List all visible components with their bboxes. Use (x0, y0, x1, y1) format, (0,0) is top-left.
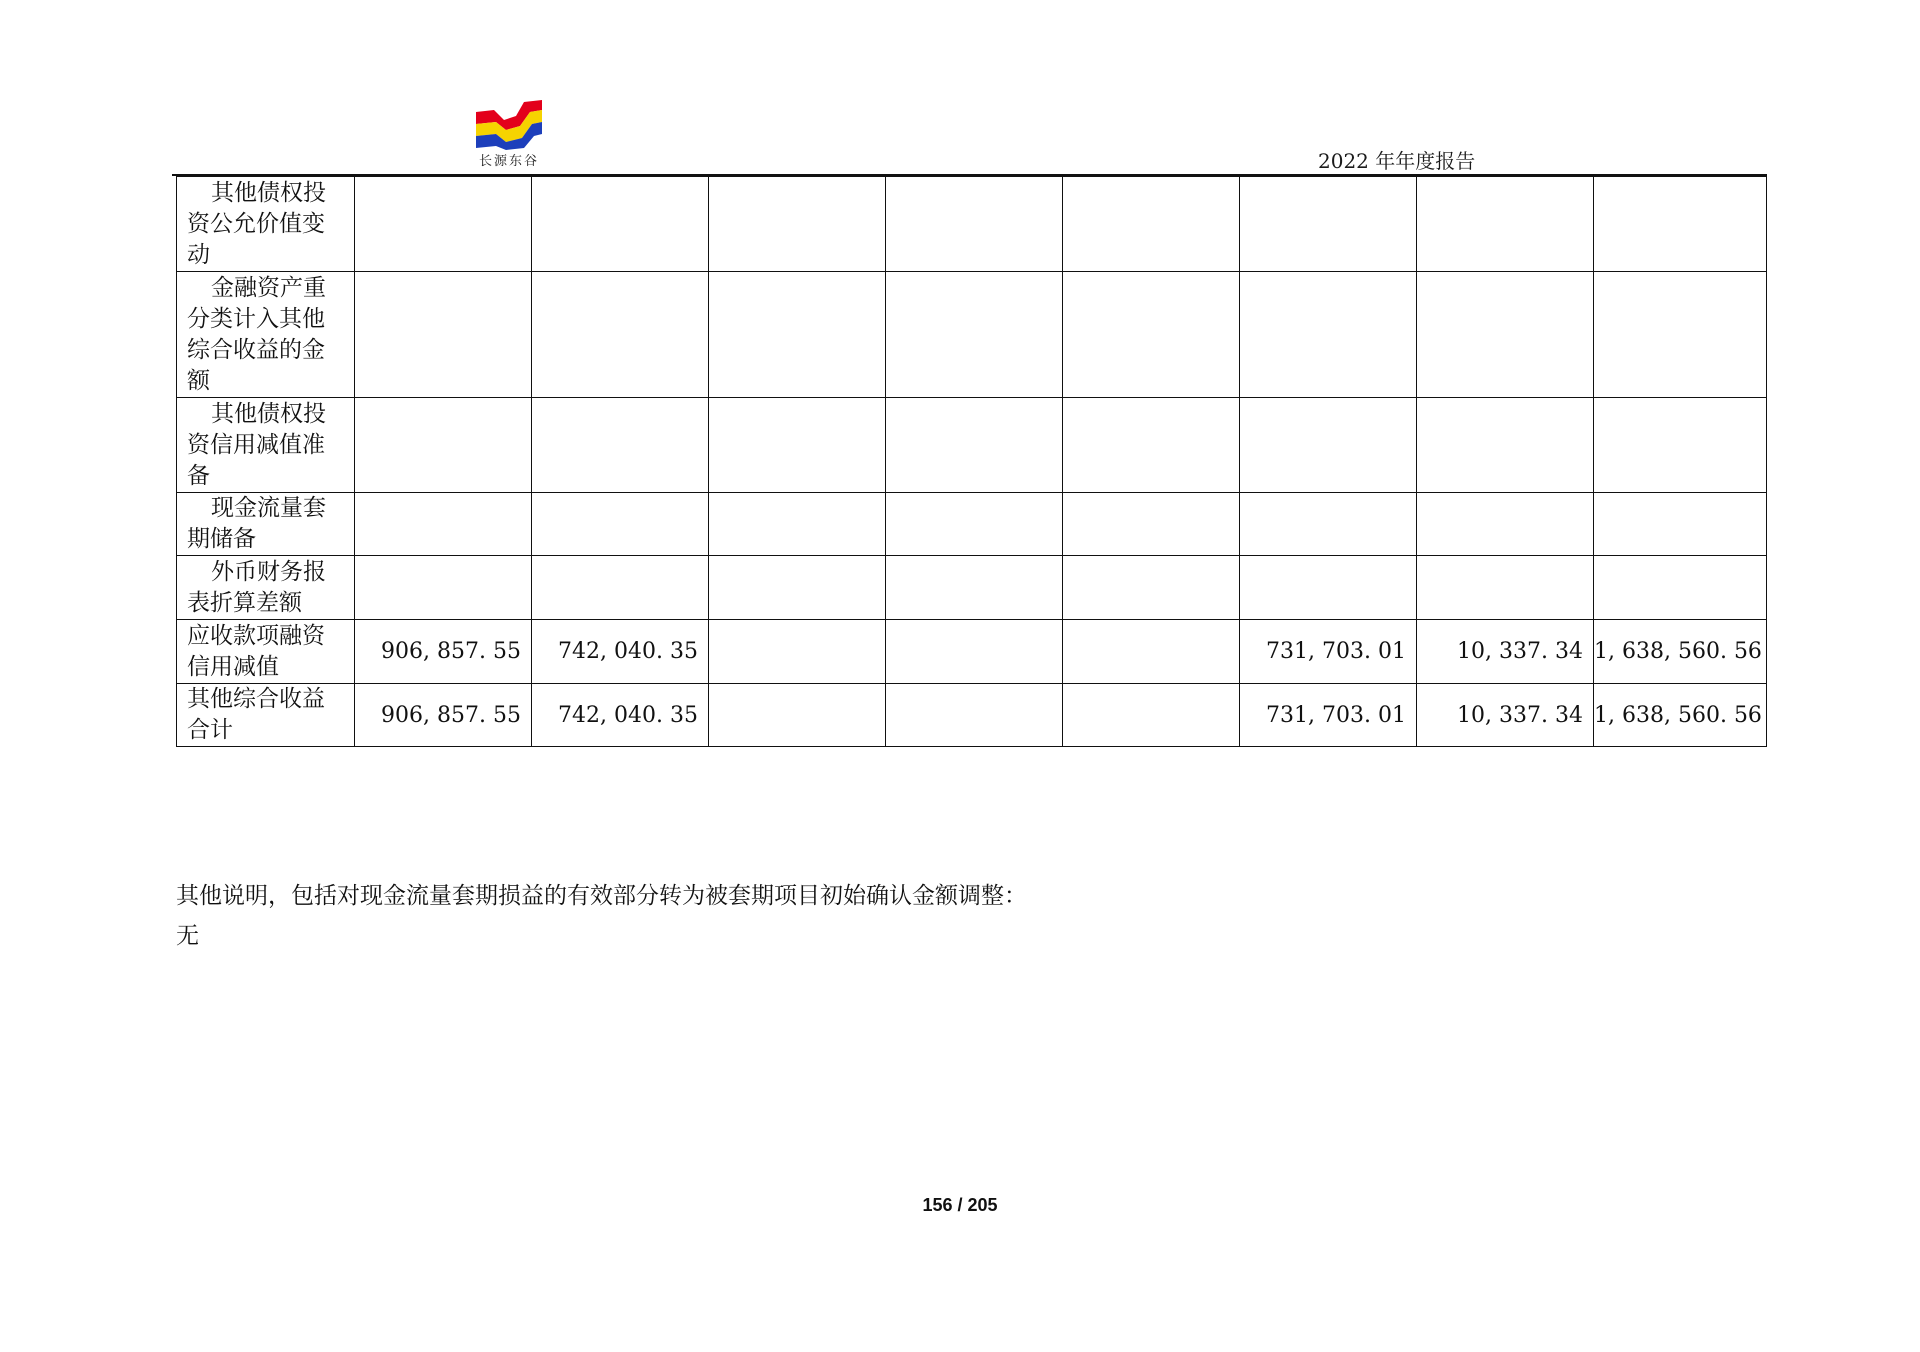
value-cell (886, 177, 1063, 272)
value-cell (1417, 556, 1594, 620)
value-cell (1417, 398, 1594, 493)
row-label (177, 556, 355, 620)
row-label (177, 684, 355, 747)
table-row (177, 272, 1767, 398)
value-cell (1063, 620, 1240, 684)
value-cell (1240, 272, 1417, 398)
value-cell (709, 177, 886, 272)
table-row (177, 493, 1767, 556)
row-label-text: 金融资产重分类计入其他综合收益的金额 (187, 274, 326, 394)
value-cell (1594, 272, 1767, 398)
row-label (177, 620, 355, 684)
value-cell (1063, 493, 1240, 556)
table-row (177, 620, 1767, 684)
report-title: 2022 年年度报告 (1318, 149, 1476, 173)
company-logo (474, 98, 544, 168)
row-label-text: 其他债权投资信用减值准备 (187, 400, 326, 489)
page-number: 156 / 205 (922, 1195, 998, 1215)
value-cell (532, 398, 709, 493)
value-cell (709, 398, 886, 493)
value-cell (355, 272, 532, 398)
row-label-text: 现金流量套期储备 (187, 495, 326, 552)
value-cell (709, 684, 886, 747)
value-cell (532, 493, 709, 556)
value-cell (709, 620, 886, 684)
other-comprehensive-income-table (176, 176, 1767, 747)
table-row (177, 398, 1767, 493)
value-cell (886, 620, 1063, 684)
value-cell (1240, 556, 1417, 620)
row-label (177, 177, 355, 272)
value-cell (355, 398, 532, 493)
row-label-text: 其他债权投资公允价值变动 (187, 179, 326, 268)
value-cell (709, 272, 886, 398)
value-cell (1594, 493, 1767, 556)
value-cell (1594, 398, 1767, 493)
value-cell: 10, 337. 34 (1417, 620, 1594, 684)
value-cell (1417, 177, 1594, 272)
value-cell (709, 493, 886, 556)
value-cell: 906, 857. 55 (355, 684, 532, 747)
value-cell (886, 493, 1063, 556)
value-cell: 742, 040. 35 (532, 620, 709, 684)
row-label-text: 应收款项融资信用减值 (187, 622, 325, 680)
value-cell: 1, 638, 560. 56 (1594, 684, 1767, 747)
row-label-text: 其他综合收益合计 (187, 686, 325, 743)
row-label (177, 493, 355, 556)
value-cell (886, 398, 1063, 493)
value-cell: 742, 040. 35 (532, 684, 709, 747)
value-cell (1240, 493, 1417, 556)
table-row (177, 177, 1767, 272)
value-cell (1417, 272, 1594, 398)
value-cell: 906, 857. 55 (355, 620, 532, 684)
table-row (177, 556, 1767, 620)
value-cell: 1, 638, 560. 56 (1594, 620, 1767, 684)
value-cell (1063, 398, 1240, 493)
value-cell (886, 684, 1063, 747)
wave-flag-icon (474, 98, 544, 150)
value-cell (355, 177, 532, 272)
value-cell (532, 272, 709, 398)
value-cell (1594, 556, 1767, 620)
value-cell: 731, 703. 01 (1240, 684, 1417, 747)
other-notes (176, 876, 1027, 956)
value-cell (1240, 177, 1417, 272)
value-cell (355, 556, 532, 620)
value-cell (1063, 556, 1240, 620)
row-label (177, 272, 355, 398)
row-label (177, 398, 355, 493)
note-heading: 其他说明，包括对现金流量套期损益的有效部分转为被套期项目初始确认金额调整： (176, 883, 1027, 909)
value-cell (532, 177, 709, 272)
value-cell (886, 556, 1063, 620)
value-cell (1063, 177, 1240, 272)
value-cell (1417, 493, 1594, 556)
value-cell (1063, 684, 1240, 747)
value-cell (1594, 177, 1767, 272)
table-row (177, 684, 1767, 747)
value-cell: 10, 337. 34 (1417, 684, 1594, 747)
value-cell (532, 556, 709, 620)
row-label-text: 外币财务报表折算差额 (187, 558, 326, 616)
value-cell (709, 556, 886, 620)
logo-text: 长源东谷 (478, 154, 539, 169)
value-cell (355, 493, 532, 556)
value-cell: 731, 703. 01 (1240, 620, 1417, 684)
value-cell (1063, 272, 1240, 398)
note-content: 无 (176, 923, 199, 949)
value-cell (1240, 398, 1417, 493)
value-cell (886, 272, 1063, 398)
